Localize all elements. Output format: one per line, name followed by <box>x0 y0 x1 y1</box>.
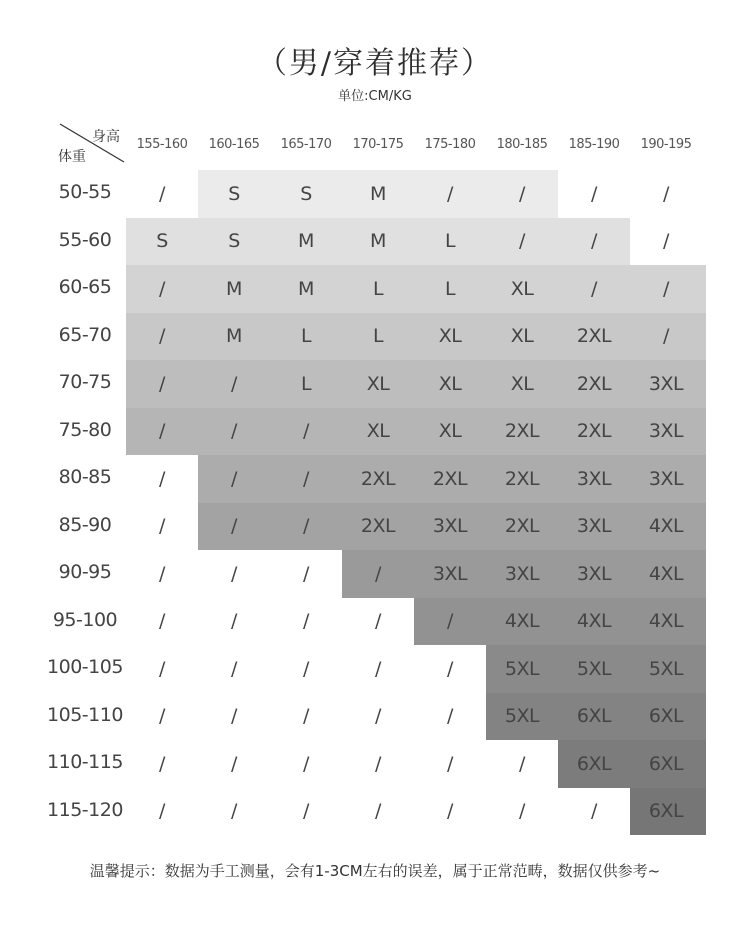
size-cell: 3XL <box>432 562 468 585</box>
weight-row-header: 90-95 <box>58 561 112 583</box>
size-cell: / <box>159 182 165 205</box>
size-cell: L <box>444 230 456 252</box>
size-cell: / <box>375 800 381 822</box>
page-title: （男/穿着推荐） <box>256 46 494 81</box>
size-cell: / <box>663 182 669 205</box>
size-cell: / <box>375 610 381 632</box>
size-cell: 5XL <box>504 657 540 680</box>
size-cell: XL <box>510 277 534 300</box>
size-cell: / <box>591 230 597 252</box>
size-cell: 6XL <box>576 705 612 727</box>
size-cell: S <box>228 230 240 252</box>
size-cell: 3XL <box>576 467 612 490</box>
weight-row-header: 105-110 <box>47 703 123 726</box>
size-cell: / <box>159 372 165 395</box>
size-cell: / <box>159 515 165 537</box>
size-cell: / <box>303 420 309 442</box>
size-cell: M <box>226 325 242 347</box>
size-cell: / <box>447 800 453 822</box>
size-cell: 2XL <box>360 467 396 490</box>
size-cell: / <box>375 705 381 727</box>
size-cell: / <box>591 800 597 822</box>
size-cell: XL <box>366 372 390 395</box>
size-cell: / <box>303 752 309 775</box>
size-cell: / <box>231 800 237 822</box>
height-column-header: 160-165 <box>208 137 260 152</box>
weight-row-header: 95-100 <box>52 608 118 631</box>
size-cell: M <box>370 230 386 252</box>
size-cell: / <box>447 657 453 680</box>
size-cell: L <box>300 325 312 347</box>
size-cell: 3XL <box>648 467 684 490</box>
size-cell: 5XL <box>648 657 684 680</box>
weight-row-header: 55-60 <box>58 228 112 251</box>
size-cell: / <box>663 230 669 252</box>
size-cell: / <box>303 657 309 680</box>
size-cell: 6XL <box>648 800 684 822</box>
size-cell: / <box>375 752 381 775</box>
size-cell: 2XL <box>504 420 540 442</box>
weight-row-header: 75-80 <box>58 418 112 441</box>
size-cell: 4XL <box>648 562 684 585</box>
size-cell: 6XL <box>648 705 684 727</box>
size-cell: / <box>663 277 669 300</box>
size-cell: 6XL <box>648 752 684 775</box>
size-cell: / <box>591 277 597 300</box>
size-cell: / <box>303 610 309 632</box>
weight-row-header: 100-105 <box>47 656 123 678</box>
size-cell: / <box>231 657 237 680</box>
size-cell: M <box>226 277 242 300</box>
size-cell: L <box>372 325 384 347</box>
size-cell: / <box>231 562 237 585</box>
size-cell: / <box>519 182 525 205</box>
size-cell: S <box>228 182 240 205</box>
size-cell: 2XL <box>576 372 612 395</box>
weight-row-header: 65-70 <box>58 323 112 346</box>
size-cell: XL <box>510 325 534 347</box>
size-cell: L <box>300 372 312 395</box>
size-cell: 3XL <box>576 515 612 537</box>
weight-axis-label: 体重 <box>58 149 86 165</box>
size-cell: S <box>156 230 168 252</box>
size-cell: XL <box>510 372 534 395</box>
weight-row-header: 85-90 <box>58 513 112 536</box>
size-cell: / <box>231 515 237 537</box>
size-cell: / <box>159 420 165 442</box>
size-cell: / <box>303 467 309 490</box>
size-cell: / <box>591 182 597 205</box>
size-cell: / <box>519 752 525 775</box>
weight-row-header: 115-120 <box>47 798 123 821</box>
size-cell: / <box>375 562 381 585</box>
size-cell: / <box>159 562 165 585</box>
unit-label: 单位:CM/KG <box>338 89 412 104</box>
size-cell: / <box>303 800 309 822</box>
size-cell: M <box>298 230 314 252</box>
weight-row-header: 80-85 <box>58 466 112 488</box>
size-cell: / <box>447 182 453 205</box>
size-cell: 3XL <box>648 372 684 395</box>
weight-row-header: 70-75 <box>58 371 112 393</box>
size-cell: / <box>375 657 381 680</box>
size-cell: / <box>159 325 165 347</box>
size-cell: / <box>159 467 165 490</box>
size-cell: XL <box>438 325 462 347</box>
size-cell: / <box>663 325 669 347</box>
weight-row-header: 50-55 <box>58 181 112 203</box>
size-cell: 4XL <box>648 610 684 632</box>
size-cell: 5XL <box>504 705 540 727</box>
size-cell: / <box>231 705 237 727</box>
size-cell: 2XL <box>504 467 540 490</box>
height-column-header: 185-190 <box>568 137 620 152</box>
size-cell: 2XL <box>360 515 396 537</box>
size-cell: / <box>519 800 525 822</box>
size-cell: XL <box>366 420 390 442</box>
size-cell: M <box>370 182 386 205</box>
size-cell: / <box>231 467 237 490</box>
size-cell: 4XL <box>576 610 612 632</box>
size-cell: 3XL <box>504 562 540 585</box>
size-cell: 4XL <box>648 515 684 537</box>
size-cell: / <box>159 277 165 300</box>
height-column-header: 165-170 <box>280 137 332 152</box>
height-column-header: 170-175 <box>352 137 404 152</box>
size-cell: / <box>231 420 237 442</box>
weight-row-header: 110-115 <box>47 751 123 773</box>
size-cell: S <box>300 182 312 205</box>
size-cell: 2XL <box>432 467 468 490</box>
height-axis-label: 身高 <box>92 129 120 145</box>
size-cell: 2XL <box>576 325 612 347</box>
size-cell: / <box>303 562 309 585</box>
size-cell: / <box>303 705 309 727</box>
size-cell: / <box>159 705 165 727</box>
size-cell: / <box>447 610 453 632</box>
size-cell: 3XL <box>432 515 468 537</box>
size-cell: / <box>159 752 165 775</box>
size-cell: / <box>231 372 237 395</box>
size-cell: XL <box>438 420 462 442</box>
size-cell: 2XL <box>504 515 540 537</box>
size-cell: M <box>298 277 314 300</box>
size-cell: / <box>303 515 309 537</box>
size-cell: XL <box>438 372 462 395</box>
size-cell: / <box>231 610 237 632</box>
size-cell: / <box>231 752 237 775</box>
size-cell: / <box>159 800 165 822</box>
size-cell: L <box>444 277 456 300</box>
measurement-note: 温馨提示：数据为手工测量，会有1-3CM左右的误差，属于正常范畴，数据仅供参考~ <box>89 862 661 880</box>
size-cell: 4XL <box>504 610 540 632</box>
size-cell: 3XL <box>648 420 684 442</box>
height-column-header: 175-180 <box>424 137 476 152</box>
size-cell: / <box>447 752 453 775</box>
size-cell: 2XL <box>576 420 612 442</box>
size-cell: / <box>519 230 525 252</box>
size-cell: 5XL <box>576 657 612 680</box>
size-cell: / <box>159 657 165 680</box>
height-column-header: 155-160 <box>136 137 188 152</box>
weight-row-header: 60-65 <box>58 276 112 298</box>
height-column-header: 180-185 <box>496 137 548 152</box>
size-cell: / <box>447 705 453 727</box>
size-cell: 3XL <box>576 562 612 585</box>
size-cell: 6XL <box>576 752 612 775</box>
size-cell: L <box>372 277 384 300</box>
size-cell: / <box>159 610 165 632</box>
height-column-header: 190-195 <box>640 137 692 152</box>
